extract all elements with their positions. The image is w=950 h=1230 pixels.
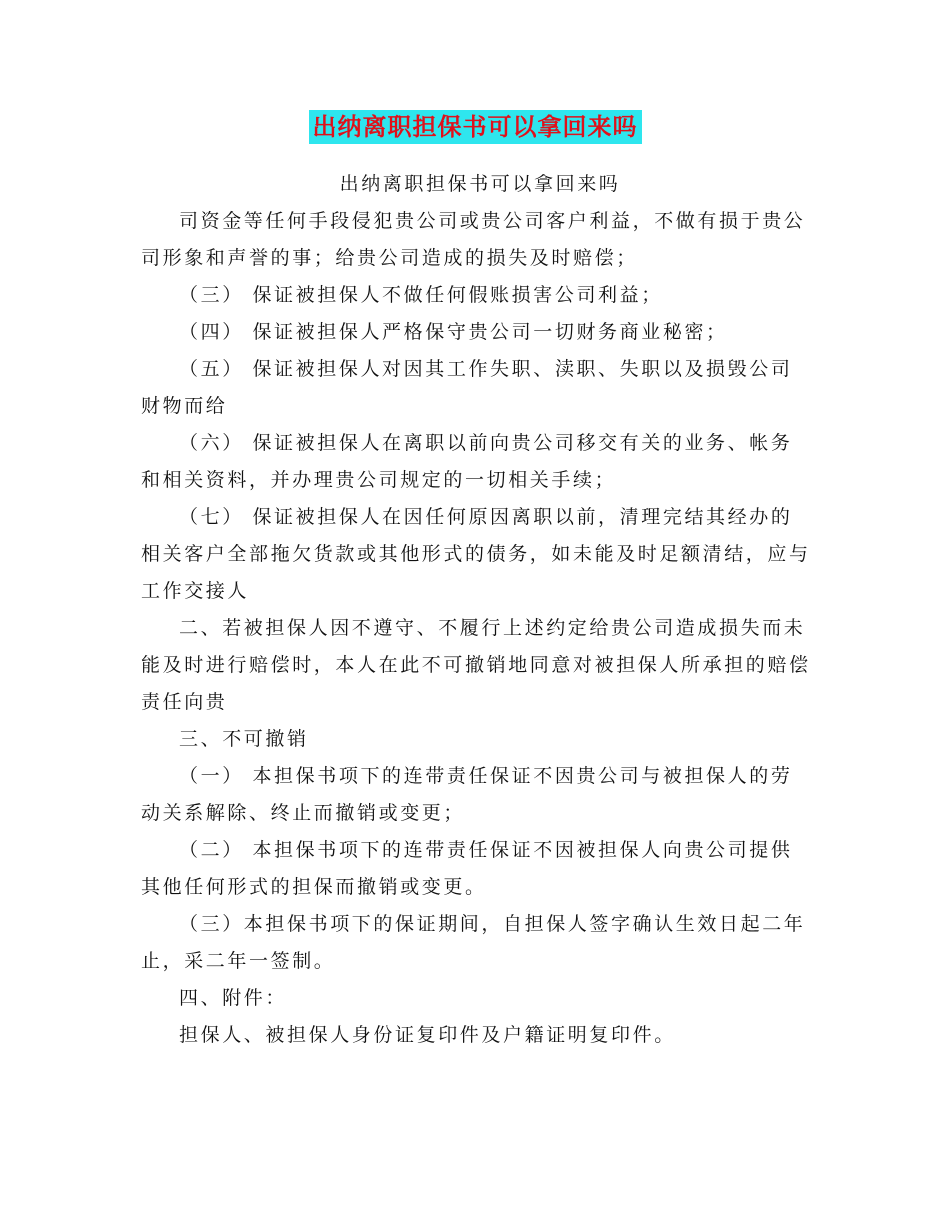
paragraph-item-3: （三） 保证被担保人不做任何假账损害公司利益； bbox=[179, 284, 663, 306]
paragraph-item-7: （七） 保证被担保人在因任何原因离职以前，清理完结其经办的相关客户全部拖欠货款或其他形式的债务，如未能及时足额清结，应与工作交接人 bbox=[141, 506, 811, 602]
document-subtitle: 出纳离职担保书可以拿回来吗 bbox=[339, 173, 621, 195]
paragraph-item-4: （四） 保证被担保人严格保守贵公司一切财务商业秘密； bbox=[179, 321, 728, 343]
paragraph-item-6: （六） 保证被担保人在离职以前向贵公司移交有关的业务、帐务和相关资料，并办理贵公司规定的一切相关手续； bbox=[141, 432, 793, 491]
paragraph-item-5: （五） 保证被担保人对因其工作失职、渎职、失职以及损毁公司财物而给 bbox=[141, 358, 793, 417]
paragraph-section-3-heading: 三、不可撤销 bbox=[179, 728, 309, 750]
title-wrap bbox=[0, 110, 950, 144]
paragraph-section-4-heading: 四、附件： bbox=[179, 987, 288, 1009]
document-title: 出纳离职担保书可以拿回来吗 bbox=[309, 110, 642, 144]
document-body bbox=[141, 166, 811, 1054]
paragraph-section-3-item-3: （三）本担保书项下的保证期间，自担保人签字确认生效日起二年止，采二年一签制。 bbox=[141, 913, 806, 972]
paragraph-section-2: 二、若被担保人因不遵守、不履行上述约定给贵公司造成损失而未能及时进行赔偿时，本人在此不可撤销地同意对被担保人所承担的赔偿责任向贵 bbox=[141, 617, 811, 713]
paragraph-section-3-item-2: （二） 本担保书项下的连带责任保证不因被担保人向贵公司提供其他任何形式的担保而撤销或变更。 bbox=[141, 839, 793, 898]
paragraph-attachment: 担保人、被担保人身份证复印件及户籍证明复印件。 bbox=[179, 1024, 676, 1046]
paragraph-intro: 司资金等任何手段侵犯贵公司或贵公司客户利益，不做有损于贵公司形象和声誉的事；给贵公司造成的损失及时赔偿； bbox=[141, 210, 806, 269]
paragraph-section-3-item-1: （一） 本担保书项下的连带责任保证不因贵公司与被担保人的劳动关系解除、终止而撤销或变更； bbox=[141, 765, 793, 824]
